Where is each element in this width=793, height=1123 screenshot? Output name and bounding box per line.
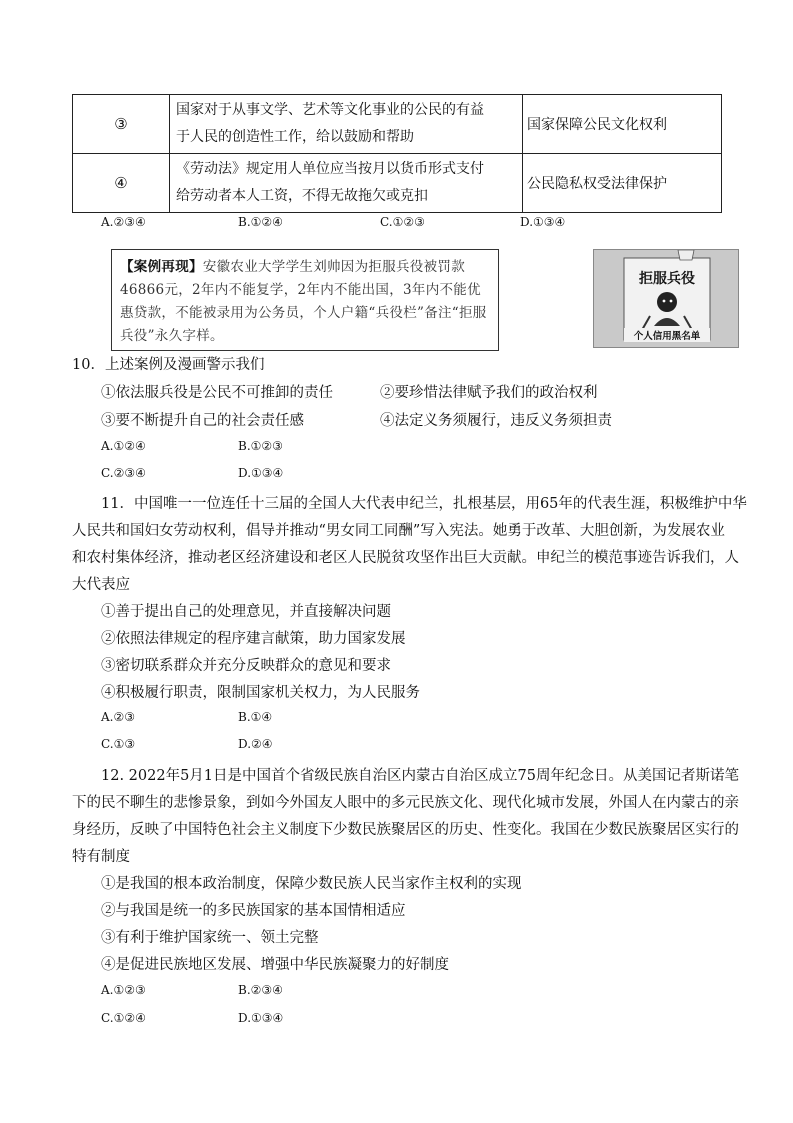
q12-choice-b: B.②③④ [238,983,283,997]
q11-stem-line: 11．中国唯一一位连任十三届的全国人大代表申纪兰，扎根基层，用65年的代表生涯，积极维护中华 [101,496,747,512]
row-description [170,154,523,213]
q11-stem-line: 人民共和国妇女劳动权利，倡导并推动“男女同工同酬”写入宪法。她勇于改革、大胆创新，为发展农业 [72,523,725,539]
row-number: ③ [73,95,170,154]
q12-opt-3: ③有利于维护国家统一、领土完整 [101,930,319,946]
desc-line: 《劳动法》规定用人单位应当按月以货币形式支付 [176,161,484,177]
q11-stem-line: 大代表应 [72,577,130,593]
q10-opt-1: ①依法服兵役是公民不可推卸的责任 [101,385,333,401]
choice-a: A.②③④ [101,215,146,229]
desc-line: 给劳动者本人工资，不得无故拖欠或克扣 [176,188,428,204]
q10-opt-2: ②要珍惜法律赋予我们的政治权利 [380,385,598,401]
row-result: 公民隐私权受法律保护 [523,154,722,213]
row-description [170,95,523,154]
q12-opt-2: ②与我国是统一的多民族国家的基本国情相适应 [101,903,406,919]
q11-choice-c: C.①③ [101,737,136,751]
desc-line: 国家对于从事文学、艺术等文化事业的公民的有益 [176,102,484,118]
q10-opt-3: ③要不断提升自己的社会责任感 [101,413,304,429]
q12-choice-d: D.①③④ [238,1011,284,1025]
choice-b: B.①②④ [238,215,283,229]
q12-opt-4: ④是促进民族地区发展、增强中华民族凝聚力的好制度 [101,957,449,973]
q10-opt-4: ④法定义务须履行，违反义务须担责 [380,413,612,429]
q11-stem-line: 和农村集体经济，推动老区经济建设和老区人民脱贫攻坚作出巨大贡献。申纪兰的模范事迹告诉我们，人 [72,550,739,566]
row-result: 国家保障公民文化权利 [523,95,722,154]
q11-choice-d: D.②④ [238,737,273,751]
desc-line: 于人民的创造性工作，给以鼓励和帮助 [176,129,414,145]
case-box [111,249,499,351]
options-table [72,94,722,213]
cartoon-image [593,249,739,348]
q12-stem-line: 特有制度 [72,849,130,865]
q10-choice-d: D.①③④ [238,466,284,480]
case-tag: 【案例再现】 [120,259,203,275]
row-number: ④ [73,154,170,213]
q11-opt-2: ②依照法律规定的程序建言献策，助力国家发展 [101,631,406,647]
q11-opt-3: ③密切联系群众并充分反映群众的意见和要求 [101,658,391,674]
q12-choice-a: A.①②③ [101,983,146,997]
table-row [73,95,722,154]
choice-d: D.①③④ [520,215,566,229]
q12-opt-1: ①是我国的根本政治制度，保障少数民族人民当家作主权利的实现 [101,876,522,892]
q10-stem: 10．上述案例及漫画警示我们 [72,357,265,373]
cartoon-banner-text: 个人信用黑名单 [624,328,710,342]
choice-c: C.①②③ [380,215,425,229]
q11-choice-a: A.②③ [101,710,135,724]
cartoon-sign-text: 拒服兵役 [639,271,695,287]
q12-stem-line: 下的民不聊生的悲惨景象，到如今外国友人眼中的多元民族文化、现代化城市发展，外国人在内蒙古的亲 [72,795,739,811]
q10-choice-b: B.①②③ [238,439,283,453]
q12-stem-line: 身经历，反映了中国特色社会主义制度下少数民族聚居区的历史、性变化。我国在少数民族聚居区实行的 [72,822,739,838]
q10-choice-a: A.①②④ [101,439,146,453]
q12-stem-line: 12. 2022年5月1日是中国首个省级民族自治区内蒙古自治区成立75周年纪念日。从美国记者斯诺笔 [101,768,739,784]
q12-choice-c: C.①②④ [101,1011,146,1025]
q11-choice-b: B.①④ [238,710,273,724]
q10-choice-c: C.②③④ [101,466,146,480]
q11-opt-1: ①善于提出自己的处理意见，并直接解决问题 [101,604,391,620]
table-row [73,154,722,213]
case-text: 安徽农业大学学生刘帅因为拒服兵役被罚款46866元，2年内不能复学，2年内不能出国，3年内不能优惠贷款，不能被录用为公务员，个人户籍“兵役栏”备注“拒服兵役”永久字样。 [120,259,487,344]
q11-opt-4: ④积极履行职责，限制国家机关权力，为人民服务 [101,685,420,701]
